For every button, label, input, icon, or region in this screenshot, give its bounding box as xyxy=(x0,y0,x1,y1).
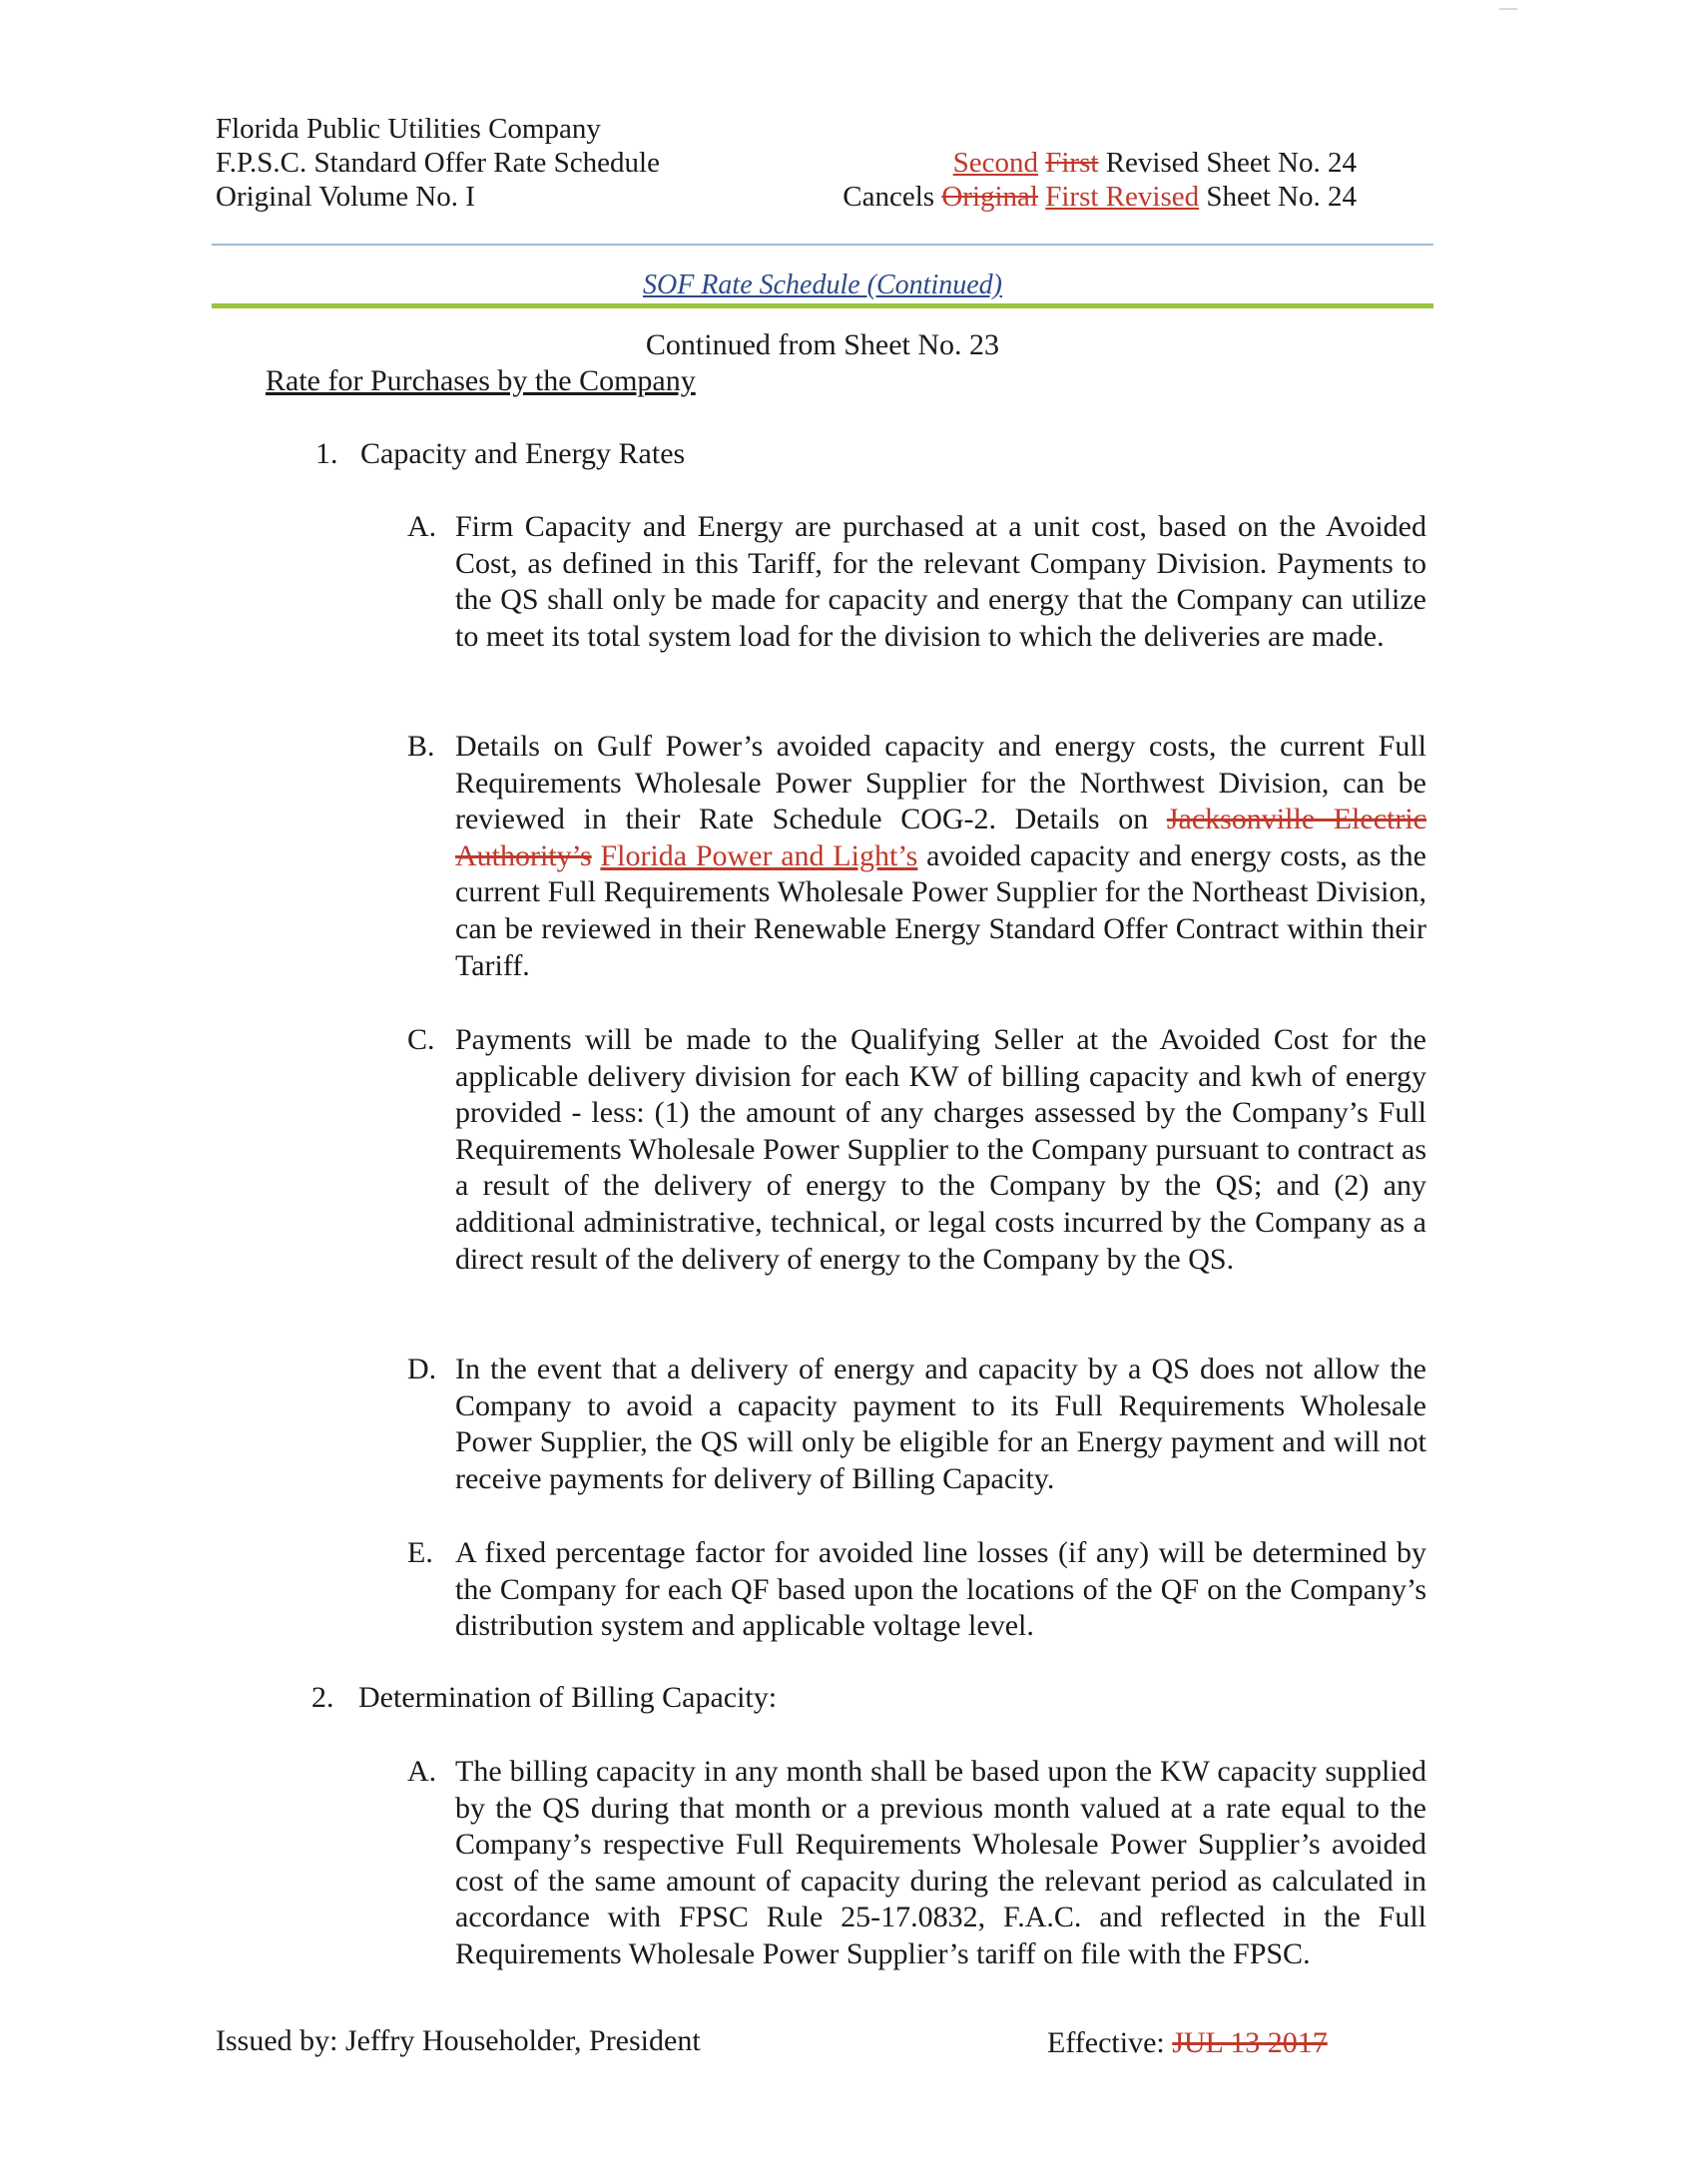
effective-label: Effective: xyxy=(1047,2026,1165,2059)
cancels-rest-text: Sheet No. 24 xyxy=(1206,181,1357,213)
continued-note: Continued from Sheet No. 23 xyxy=(645,328,1000,361)
section-heading: Rate for Purchases by the Company xyxy=(266,364,696,397)
item2a-letter: A. xyxy=(407,1755,437,1788)
header-divider xyxy=(212,244,1433,246)
schedule-name: F.P.S.C. Standard Offer Rate Schedule xyxy=(216,147,660,179)
subtitle-divider xyxy=(212,303,1433,308)
schedule-subtitle: SOF Rate Schedule (Continued) xyxy=(642,270,1002,300)
item1b-text xyxy=(455,729,1426,984)
volume-label: Original Volume No. I xyxy=(216,181,475,213)
effective-date xyxy=(1047,2025,1328,2062)
sheet-rest-text: Revised Sheet No. 24 xyxy=(1105,147,1357,179)
cancels-line xyxy=(843,180,1357,214)
item2a-text: The billing capacity in any month shall be based upon the KW capacity supplied by the QS during that month or a previous month valued at a rate equal to the Company’s respective Full Requirements Wholesale Power Supplier’s avoided cost of the same amount of capacity during the relevant period as calculated in accordance with FPSC Rule 25-17.0832, F.A.C. and reflected in the Full Requirements Wholesale Power Supplier’s tariff on file with the FPSC. xyxy=(455,1755,1426,1970)
item1b-inserted-text: Florida Power and Light’s xyxy=(600,838,918,872)
item1-title: Capacity and Energy Rates xyxy=(360,437,686,470)
item1d-letter: D. xyxy=(407,1353,437,1385)
item2-number: 2. xyxy=(311,1681,334,1714)
item1c-letter: C. xyxy=(407,1023,435,1056)
item1c-text: Payments will be made to the Qualifying Seller at the Avoided Cost for the applicable delivery division for each KW of billing capacity and kwh of energy provided - less: (1) the amount of any charges assessed by the Company’s Full Requirements Wholesale Power Supplier to the Company pursuant to contract as a result of the delivery of energy to the Company by the QS; and (2) any additional administrative, technical, or legal costs incurred by the Company as a direct result of the delivery of energy to the Company by the QS. xyxy=(455,1023,1426,1276)
cancels-inserted-text: First Revised xyxy=(1045,181,1200,213)
item1a-letter: A. xyxy=(407,510,437,543)
item1d-text: In the event that a delivery of energy and capacity by a QS does not allow the Company to avoid a capacity payment to its Full Requirements Wholesale Power Supplier, the QS will only be eligible for an Energy payment and will not receive payments for delivery of Billing Capacity. xyxy=(455,1353,1426,1495)
sheet-deleted-text: First xyxy=(1045,147,1099,179)
effective-deleted-date: JUL 13 2017 xyxy=(1172,2026,1328,2059)
sheet-number-line xyxy=(953,146,1357,180)
item1b-deleted-text: Jacksonville Electric Authority’s xyxy=(455,803,1426,872)
issued-by: Issued by: Jeffry Householder, President xyxy=(216,2024,701,2057)
item1b-text-after: avoided capacity and energy costs, as the current Full Requirements Wholesale Power Supplier for the Northeast Division, can be reviewed in their Renewable Energy Standard Offer Contract within their Tariff. xyxy=(455,838,1426,982)
company-name: Florida Public Utilities Company xyxy=(216,113,601,145)
item1a-text: Firm Capacity and Energy are purchased at a unit cost, based on the Avoided Cost, as defined in this Tariff, for the relevant Company Division. Payments to the QS shall only be made for capacity and energy that the Company can utilize to meet its total system load for the division to which the deliveries are made. xyxy=(455,510,1426,653)
item1b-text-before: Details on Gulf Power’s avoided capacity and energy costs, the current Full Requirements Wholesale Power Supplier for the Northwest Division, can be reviewed in their Rate Schedule COG-2. Details on xyxy=(455,730,1426,836)
item1e-text: A fixed percentage factor for avoided line losses (if any) will be determined by the Company for each QF based upon the locations of the QF on the Company’s distribution system and applicable voltage level. xyxy=(455,1536,1426,1643)
item1-number: 1. xyxy=(315,437,338,470)
cancels-deleted-text: Original xyxy=(941,181,1038,213)
cancels-label: Cancels xyxy=(843,181,935,213)
item2-title: Determination of Billing Capacity: xyxy=(358,1681,778,1714)
item1e-letter: E. xyxy=(407,1536,433,1569)
item1b-letter: B. xyxy=(407,730,435,763)
sheet-inserted-text: Second xyxy=(952,147,1038,179)
scan-mark xyxy=(1499,8,1517,10)
